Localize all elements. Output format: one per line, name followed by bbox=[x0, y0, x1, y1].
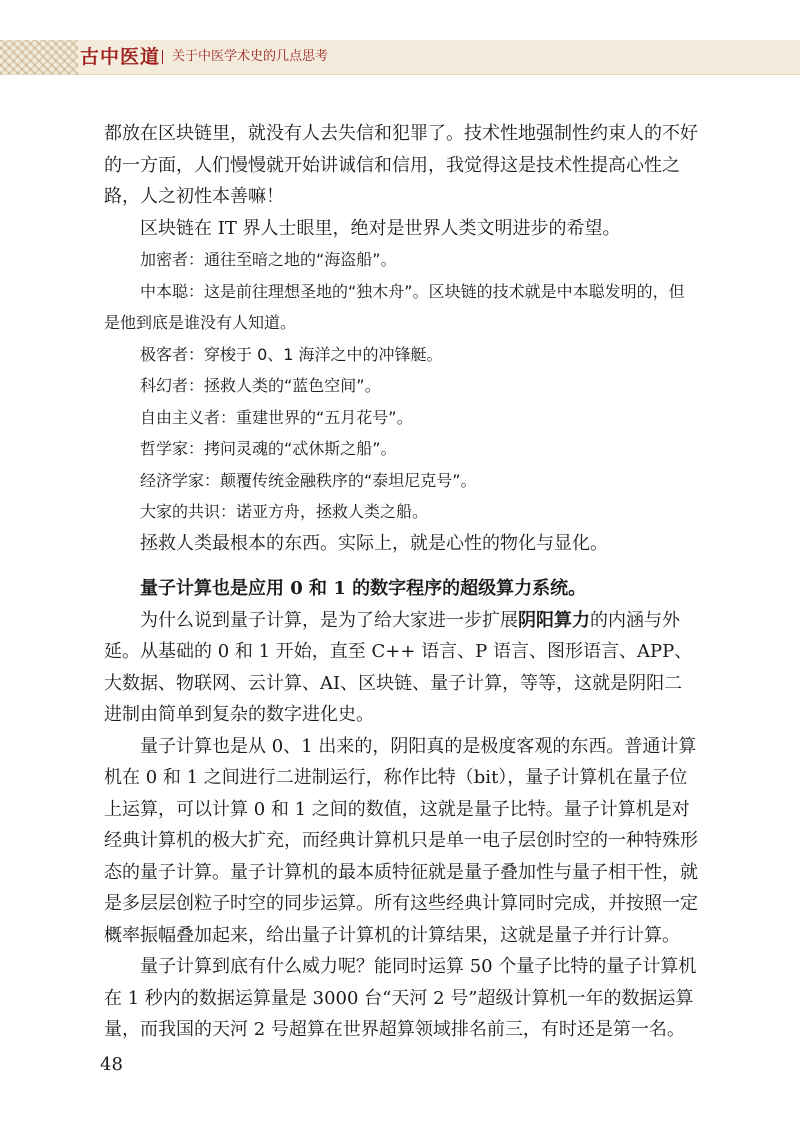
page-body bbox=[104, 118, 698, 1046]
paragraph-2: 区块链在 IT 界人士眼里，绝对是世界人类文明进步的希望。 bbox=[140, 217, 621, 239]
paragraph-1: 都放在区块链里，就没有人去失信和犯罪了。技术性地强制性约束人的不好的一方面，人们慢慢就开始讲诚信和信用，我觉得这是技术性提高心性之路，人之初性本善嘛！ bbox=[104, 123, 698, 207]
book-logo: 古中医道 bbox=[80, 46, 161, 68]
paragraph-4-start: 为什么说到量子计算，是为了给大家进一步扩展 bbox=[140, 609, 518, 631]
running-header bbox=[0, 40, 800, 74]
quote-line-4: 科幻者：拯救人类的“蓝色空间”。 bbox=[140, 376, 381, 395]
quote-line-7: 经济学家：颠覆传统金融秩序的“泰坦尼克号”。 bbox=[140, 470, 477, 490]
page-number: 48 bbox=[100, 1054, 123, 1075]
quote-line-3: 极客者：穿梭于 0、1 海洋之中的冲锋艇。 bbox=[140, 344, 443, 364]
paragraph-4-end: 的内涵与外延。从基础的 0 和 1 开始，直至 C++ 语言、P 语言、图形语言、APP、大数据、物联网、云计算、AI、区块链、量子计算，等等，这就是阴阳二进制由简单到复杂的数字进化史。 bbox=[104, 609, 693, 725]
paragraph-4 bbox=[104, 605, 698, 731]
quote-line-5: 自由主义者：重建世界的“五月花号”。 bbox=[140, 407, 413, 427]
header-ornament bbox=[0, 40, 78, 74]
quote-line-6: 哲学家：拷问灵魂的“忒休斯之船”。 bbox=[140, 439, 397, 458]
header-divider bbox=[162, 50, 163, 64]
paragraph-3: 拯救人类最根本的东西。实际上，就是心性的物化与显化。 bbox=[140, 532, 608, 554]
section-heading: 量子计算也是应用 0 和 1 的数字程序的超级算力系统。 bbox=[140, 578, 587, 599]
paragraph-6: 量子计算到底有什么威力呢？能同时运算 50 个量子比特的量子计算机在 1 秒内的数据运算量是 3000 台“天河 2 号”超级计算机一年的数据运算量，而我国的天河 2 号超算在世界超算领域排名前三，有时还是第一名。 bbox=[104, 956, 697, 1040]
paragraph-5: 量子计算也是从 0、1 出来的，阴阳真的是极度客观的东西。普通计算机在 0 和 1 之间进行二进制运行，称作比特（bit），量子计算机在量子位上运算，可以计算 0 和 1 之间的数值，这就是量子比特。量子计算机是对经典计算机的极大扩充，而经典计算机只是单一电子层创时空的一种特殊形态的量子计算。量子计算机的最本质特征就是量子叠加性与量子相干性，就是多层层创粒子时空的同步运算。所有这些经典计算同时完成，并按照一定概率振幅叠加起来，给出量子计算机的计算结果，这就是量子并行计算。 bbox=[104, 735, 698, 946]
quote-line-2: 中本聪：这是前往理想圣地的“独木舟”。区块链的技术就是中本聪发明的，但是他到底是谁没有人知道。 bbox=[104, 281, 685, 332]
quote-line-1: 加密者：通往至暗之地的“海盗船”。 bbox=[140, 250, 397, 269]
emphasis-term: 阴阳算力 bbox=[518, 609, 590, 631]
quote-line-8: 大家的共识：诺亚方舟，拯救人类之船。 bbox=[140, 502, 429, 521]
chapter-title: 关于中医学术史的几点思考 bbox=[172, 49, 329, 64]
